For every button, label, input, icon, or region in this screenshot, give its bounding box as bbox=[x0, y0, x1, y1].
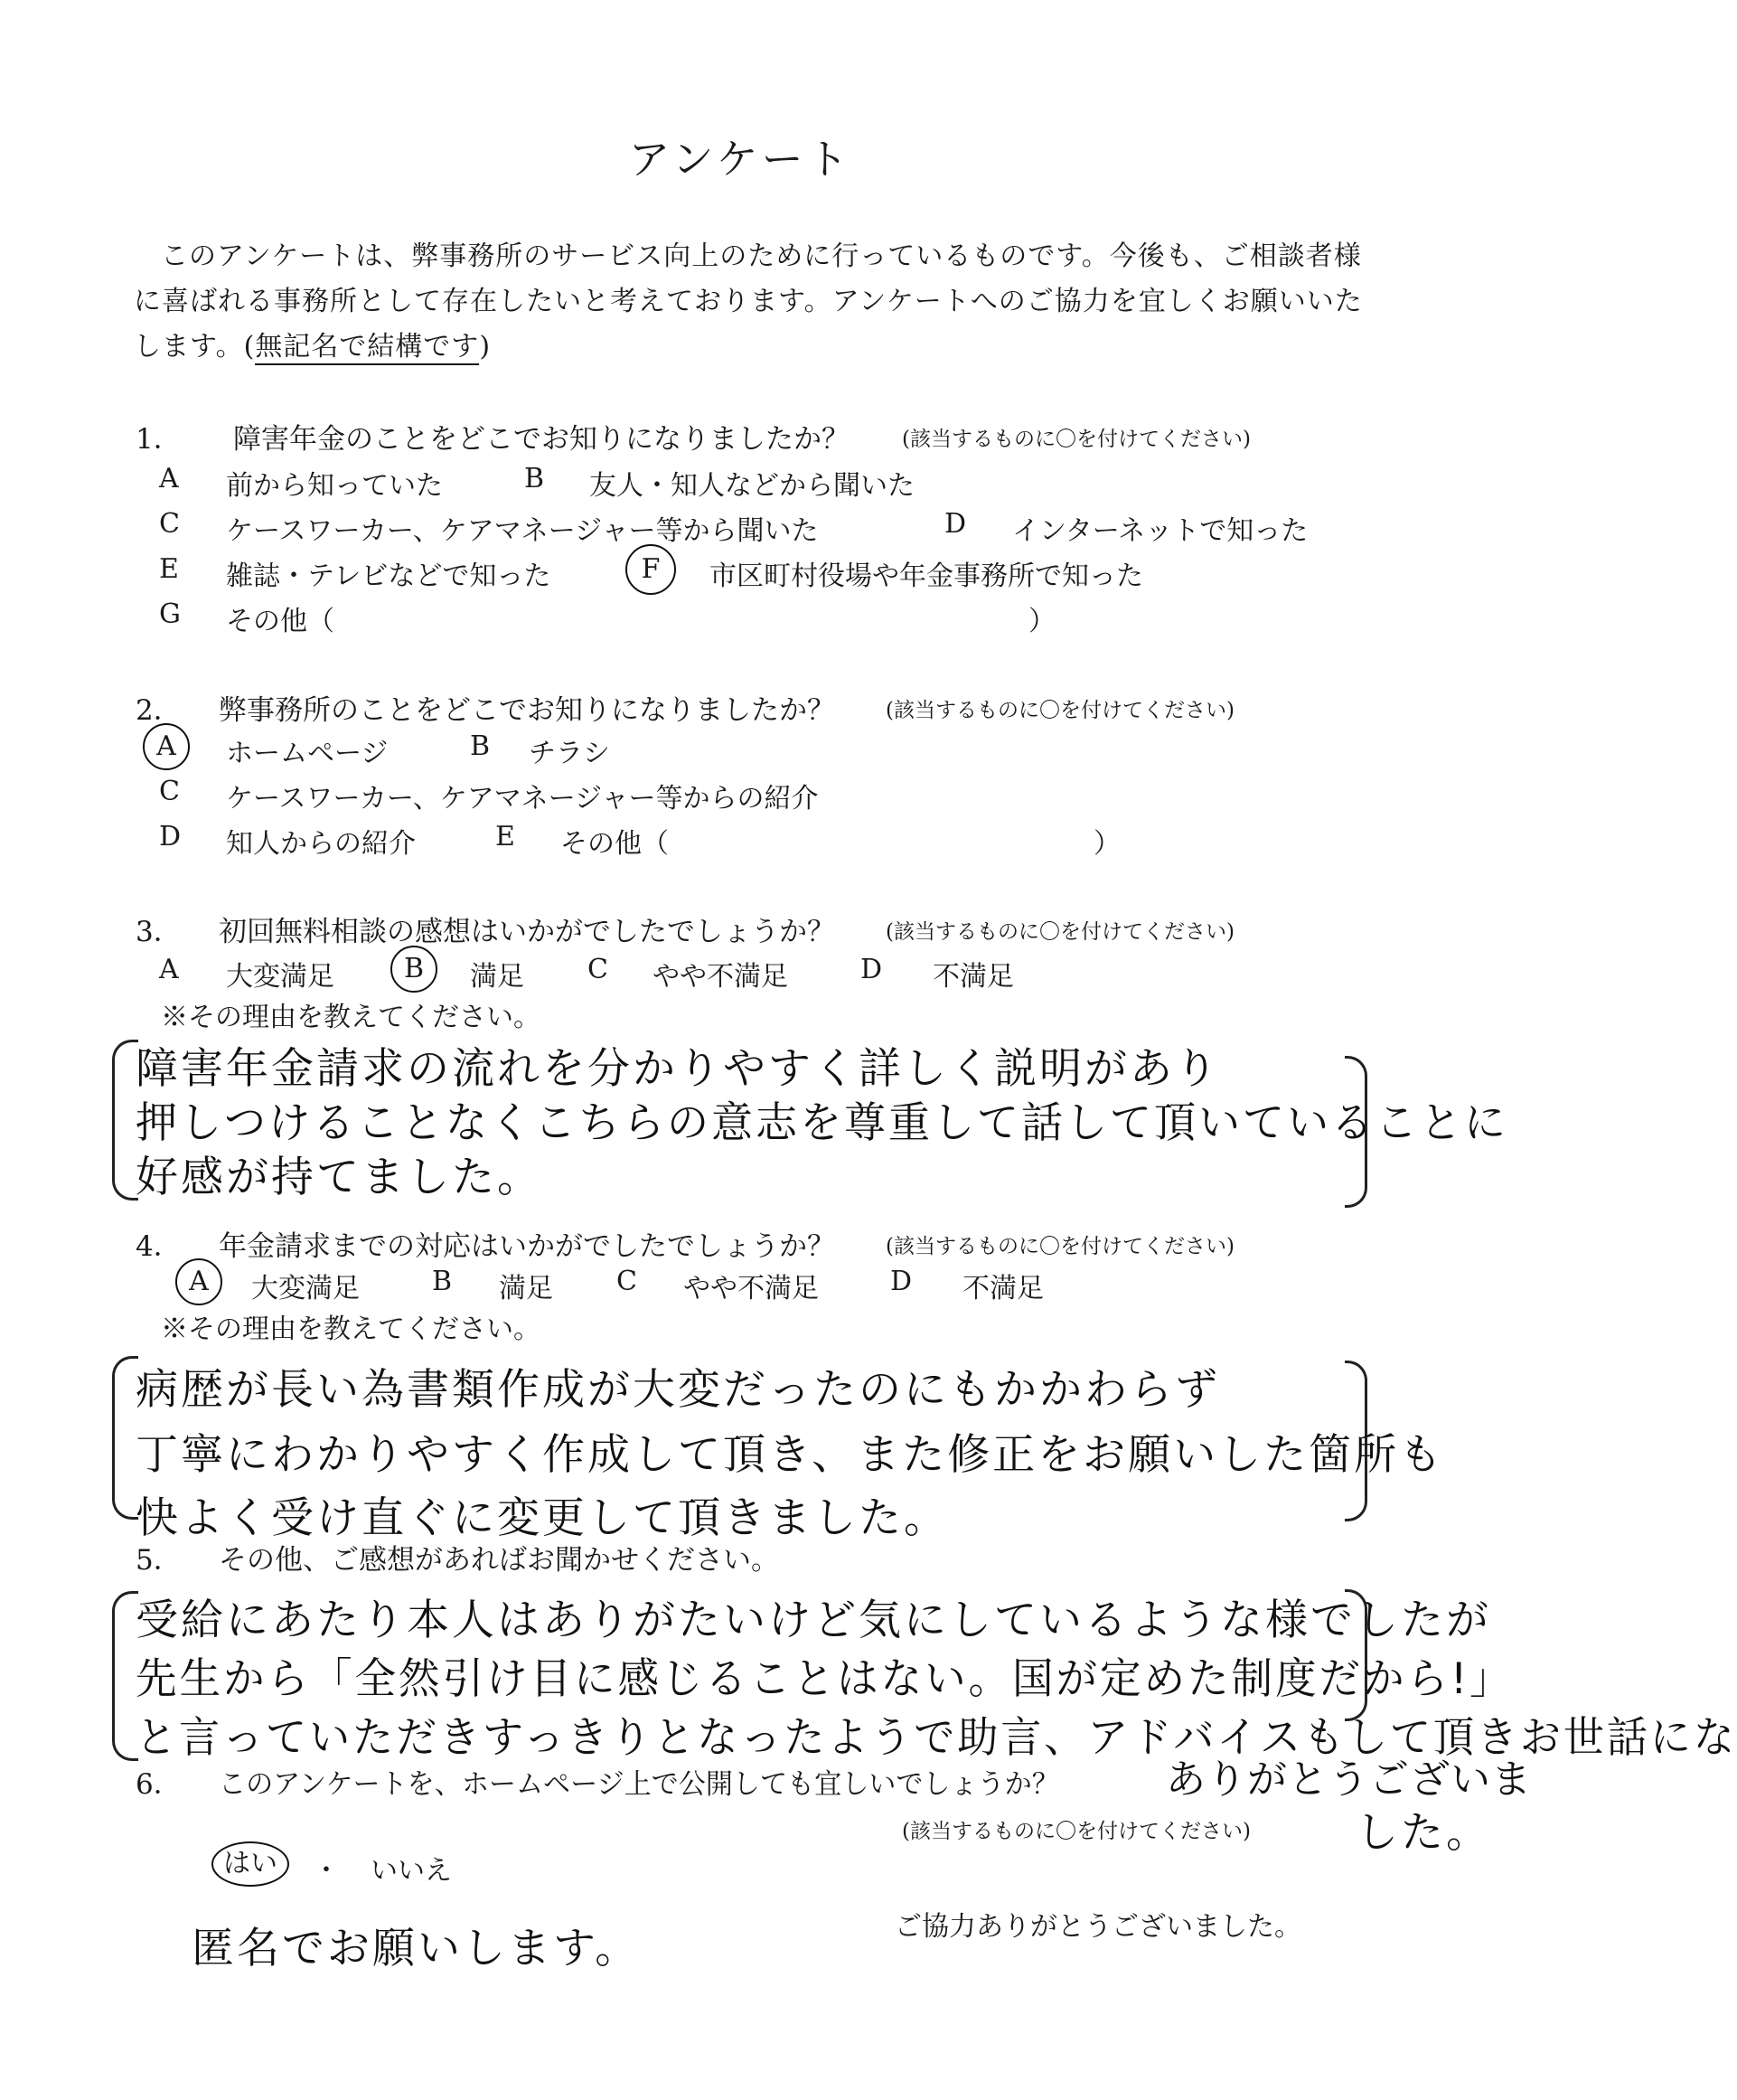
q2-option-e-label: その他（ bbox=[560, 828, 669, 860]
q5-handwritten-line-1: 受給にあたり本人はありがたいけど気にしているような様でしたが bbox=[136, 1596, 1491, 1645]
q3-option-a-key: A bbox=[159, 954, 179, 985]
q6-yes-circled[interactable]: はい bbox=[211, 1841, 289, 1887]
q3-option-b-circled[interactable]: B bbox=[390, 946, 437, 993]
q2-number: 2． bbox=[136, 694, 182, 727]
q1-text: 障害年金のことをどこでお知りになりましたか？ bbox=[233, 423, 850, 456]
q6-number: 6． bbox=[136, 1768, 182, 1801]
q4-option-d-label: 不満足 bbox=[962, 1273, 1044, 1304]
q2-instruction: (該当するものに〇を付けてください) bbox=[886, 699, 1235, 722]
q4-reason-prompt: ※その理由を教えてください。 bbox=[161, 1314, 540, 1345]
q3-handwritten-line-2: 押しつけることなくこちらの意志を尊重して話して頂いていることに bbox=[136, 1098, 1508, 1148]
q2-option-c-key: C bbox=[159, 776, 180, 807]
q5-number: 5． bbox=[136, 1544, 182, 1577]
q4-option-c-key: C bbox=[616, 1266, 637, 1297]
q2-option-c-label: ケースワーカー、ケアマネージャー等からの紹介 bbox=[226, 783, 819, 815]
q3-option-a-label: 大変満足 bbox=[226, 961, 334, 993]
q3-option-c-key: C bbox=[587, 954, 608, 985]
q3-text: 初回無料相談の感想はいかがでしたでしょうか？ bbox=[219, 916, 835, 948]
q1-option-d-key: D bbox=[944, 508, 967, 540]
q4-option-b-key: B bbox=[432, 1266, 453, 1297]
q3-option-c-label: やや不満足 bbox=[653, 961, 788, 993]
q3-option-d-key: D bbox=[860, 954, 883, 985]
q3-handwritten-line-3: 好感が持てました。 bbox=[136, 1153, 542, 1202]
intro-line-3: します。(無記名で結構です) bbox=[134, 324, 491, 363]
q2-option-a-circled[interactable]: A bbox=[143, 723, 190, 770]
q5-handwritten-line-4: ありがとうございま bbox=[1166, 1756, 1532, 1803]
q5-handwritten-line-3: と言っていただきすっきりとなったようで助言、アドバイスもして頂きお世話にな bbox=[136, 1713, 1737, 1763]
q1-option-g-label: その他（ bbox=[226, 606, 334, 637]
q4-option-a-label: 大変満足 bbox=[251, 1273, 360, 1304]
page-title: アンケート bbox=[628, 135, 852, 184]
q1-option-c-label: ケースワーカー、ケアマネージャー等から聞いた bbox=[226, 515, 819, 547]
q1-option-f-circled[interactable]: F bbox=[625, 544, 676, 595]
q6-text: このアンケートを、ホームページ上で公開しても宜しいでしょうか？ bbox=[219, 1768, 1059, 1801]
q2-option-a-label: ホームページ bbox=[226, 738, 389, 769]
q4-handwritten-line-2: 丁寧にわかりやすく作成して頂き、また修正をお願いした箇所も bbox=[136, 1430, 1445, 1480]
q3-number: 3． bbox=[136, 916, 182, 948]
q3-option-b-label: 満足 bbox=[470, 961, 524, 993]
q1-option-e-key: E bbox=[159, 553, 179, 585]
q1-number: 1． bbox=[136, 423, 182, 456]
q4-option-b-label: 満足 bbox=[499, 1273, 553, 1304]
q1-option-c-key: C bbox=[159, 508, 180, 540]
q2-text: 弊事務所のことをどこでお知りになりましたか？ bbox=[219, 694, 835, 727]
q1-option-g-key: G bbox=[159, 598, 181, 630]
q5-text: その他、ご感想があればお聞かせください。 bbox=[219, 1544, 779, 1577]
q1-option-f-label: 市区町村役場や年金事務所で知った bbox=[709, 560, 1143, 592]
q4-instruction: (該当するものに〇を付けてください) bbox=[886, 1235, 1235, 1258]
q3-reason-prompt: ※その理由を教えてください。 bbox=[161, 1002, 540, 1033]
q6-separator: ・ bbox=[313, 1855, 340, 1887]
q3-instruction: (該当するものに〇を付けてください) bbox=[886, 920, 1235, 944]
q1-other-close-paren: ） bbox=[1028, 606, 1056, 637]
intro-line-2: に喜ばれる事務所として存在したいと考えております。アンケートへのご協力を宜しくお願いいた bbox=[134, 286, 1363, 317]
q2-other-close-paren: ） bbox=[1094, 828, 1121, 860]
q3-answer-bracket-left bbox=[112, 1040, 138, 1201]
q1-instruction: (該当するものに〇を付けてください) bbox=[902, 428, 1251, 451]
q4-answer-bracket-left bbox=[112, 1356, 138, 1520]
q2-option-b-key: B bbox=[470, 730, 491, 762]
q4-handwritten-line-3: 快よく受け直ぐに変更して頂きました。 bbox=[136, 1493, 949, 1543]
q5-handwritten-line-2: 先生から「全然引け目に感じることはない。国が定めた制度だから!」 bbox=[136, 1654, 1514, 1704]
q2-option-d-label: 知人からの紹介 bbox=[226, 828, 416, 860]
q1-option-d-label: インターネットで知った bbox=[1012, 515, 1309, 547]
closing-thanks: ご協力ありがとうございました。 bbox=[895, 1911, 1301, 1943]
q6-handwritten-note: 匿名でお願いします。 bbox=[192, 1924, 641, 1973]
q1-option-b-label: 友人・知人などから聞いた bbox=[589, 470, 915, 502]
q6-instruction: (該当するものに〇を付けてください) bbox=[902, 1820, 1251, 1843]
q2-option-b-label: チラシ bbox=[529, 738, 610, 769]
q2-option-d-key: D bbox=[159, 821, 182, 852]
anonymous-note: 無記名で結構です bbox=[255, 331, 479, 365]
q5-answer-bracket-left bbox=[112, 1591, 138, 1761]
q5-handwritten-line-5: した。 bbox=[1356, 1808, 1491, 1858]
q1-option-a-key: A bbox=[159, 463, 179, 494]
q3-option-d-label: 不満足 bbox=[933, 961, 1014, 993]
q4-option-a-circled[interactable]: A bbox=[175, 1258, 222, 1305]
q4-handwritten-line-1: 病歴が長い為書類作成が大変だったのにもかかわらず bbox=[136, 1365, 1220, 1415]
q6-no-option[interactable]: いいえ bbox=[371, 1855, 452, 1887]
intro-line-1: このアンケートは、弊事務所のサービス向上のために行っているものです。今後も、ご相談者様 bbox=[161, 240, 1362, 272]
q4-text: 年金請求までの対応はいかがでしたでしょうか？ bbox=[219, 1230, 835, 1263]
q3-handwritten-line-1: 障害年金請求の流れを分かりやすく詳しく説明があり bbox=[136, 1044, 1220, 1094]
q4-option-d-key: D bbox=[890, 1266, 913, 1297]
q1-option-a-label: 前から知っていた bbox=[226, 470, 443, 502]
q2-option-e-key: E bbox=[495, 821, 515, 852]
q1-option-e-label: 雑誌・テレビなどで知った bbox=[226, 560, 551, 592]
q4-number: 4． bbox=[136, 1230, 182, 1263]
q4-option-c-label: やや不満足 bbox=[683, 1273, 819, 1304]
q1-option-b-key: B bbox=[524, 463, 545, 494]
